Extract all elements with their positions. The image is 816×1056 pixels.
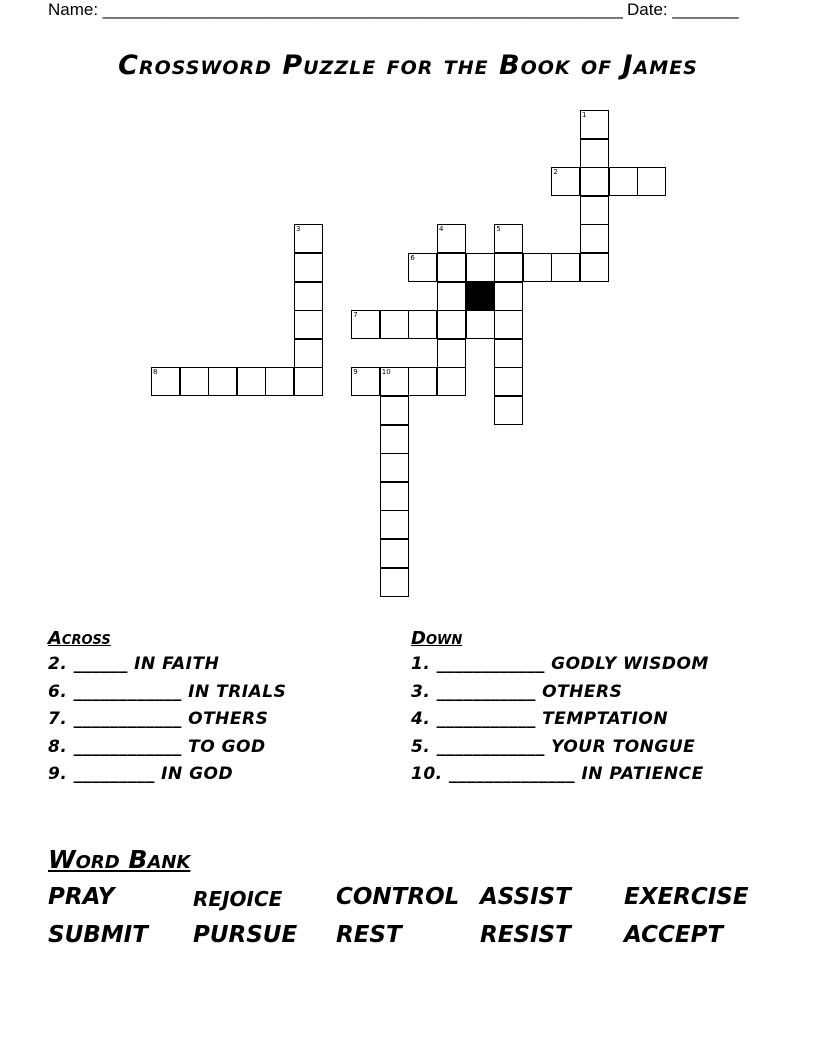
clue-number: 1 [582,111,587,119]
crossword-cell[interactable] [408,253,437,282]
word-bank-word: REST [336,922,402,948]
down-clue: 3. ___________ OTHERS [411,682,623,702]
clue-number: 5 [496,225,501,234]
crossword-cell[interactable] [408,367,437,396]
crossword-cell[interactable] [437,367,466,396]
crossword-cell[interactable] [380,539,409,568]
date-line: Date: _______ [627,0,739,19]
down-clue: 4. ___________ TEMPTATION [411,709,669,729]
crossword-cell[interactable] [580,224,609,253]
down-clue: 10. ______________ IN PATIENCE [411,764,704,784]
across-clue: 2. ______ IN FAITH [48,654,220,674]
crossword-cell[interactable] [551,253,580,282]
word-bank-word: ASSIST [480,884,571,910]
clue-number: 6 [410,254,415,262]
crossword-cell[interactable] [380,510,409,539]
crossword-cell[interactable] [494,339,523,368]
crossword-cell[interactable] [466,310,495,339]
crossword-cell[interactable] [380,425,409,454]
down-heading: Down [411,628,463,649]
clue-number: 9 [353,368,358,377]
name-line: Name: _______________________________________________________ [48,0,623,19]
clue-number: 10 [381,368,391,377]
crossword-cell[interactable] [408,310,437,339]
crossword-cell[interactable] [580,167,609,196]
across-clue: 7. ____________ OTHERS [48,709,269,729]
crossword-cell[interactable] [294,253,323,282]
crossword-cell[interactable] [494,310,523,339]
word-bank-word: CONTROL [336,884,460,910]
crossword-cell[interactable] [437,253,466,282]
crossword-cell[interactable] [294,282,323,311]
across-clue: 6. ____________ IN TRIALS [48,682,287,702]
crossword-cell[interactable] [580,139,609,168]
page-title: Crossword Puzzle for the Book of James [118,50,698,81]
crossword-cell[interactable] [380,482,409,511]
clue-number: 4 [439,225,444,234]
word-bank-heading: Word Bank [48,845,191,874]
crossword-cell[interactable] [237,367,266,396]
crossword-cell[interactable] [494,367,523,396]
across-clue: 9. _________ IN GOD [48,764,234,784]
crossword-cell[interactable] [294,367,323,396]
crossword-cell[interactable] [208,367,237,396]
down-clue: 1. ____________ GODLY WISDOM [411,654,709,674]
crossword-cell[interactable] [551,167,580,196]
crossword-cell[interactable] [380,396,409,425]
clue-number: 7 [353,311,358,320]
crossword-cell[interactable] [580,110,609,139]
crossword-cell[interactable] [351,310,380,339]
word-bank-word: PURSUE [193,922,298,948]
word-bank-word: SUBMIT [48,922,148,948]
word-bank-word: ACCEPT [624,922,724,948]
crossword-cell[interactable] [437,310,466,339]
crossword-cell[interactable] [437,339,466,368]
crossword-black-cell [466,282,495,311]
crossword-cell[interactable] [180,367,209,396]
crossword-cell[interactable] [609,167,638,196]
crossword-cell[interactable] [580,253,609,282]
crossword-cell[interactable] [580,196,609,225]
clue-number: 8 [153,368,158,377]
crossword-cell[interactable] [294,339,323,368]
across-clue: 8. ____________ TO GOD [48,737,266,757]
crossword-cell[interactable] [380,367,409,396]
crossword-cell[interactable] [494,224,523,253]
crossword-cell[interactable] [466,253,495,282]
crossword-cell[interactable] [294,224,323,253]
crossword-cell[interactable] [351,367,380,396]
clue-number: 2 [553,168,558,177]
crossword-cell[interactable] [637,167,666,196]
clue-number: 3 [296,225,301,234]
crossword-cell[interactable] [380,310,409,339]
word-bank-word: REJOICE [193,887,283,911]
crossword-cell[interactable] [437,224,466,253]
crossword-cell[interactable] [151,367,180,396]
crossword-cell[interactable] [294,310,323,339]
across-heading: Across [48,628,111,649]
crossword-cell[interactable] [494,282,523,311]
crossword-cell[interactable] [523,253,552,282]
word-bank-word: PRAY [48,884,115,910]
crossword-cell[interactable] [265,367,294,396]
crossword-cell[interactable] [380,568,409,597]
down-clue: 5. ____________ YOUR TONGUE [411,737,696,757]
crossword-cell[interactable] [380,453,409,482]
crossword-cell[interactable] [494,253,523,282]
crossword-cell[interactable] [494,396,523,425]
word-bank-word: EXERCISE [624,884,749,910]
crossword-cell[interactable] [437,282,466,311]
word-bank-word: RESIST [480,922,571,948]
